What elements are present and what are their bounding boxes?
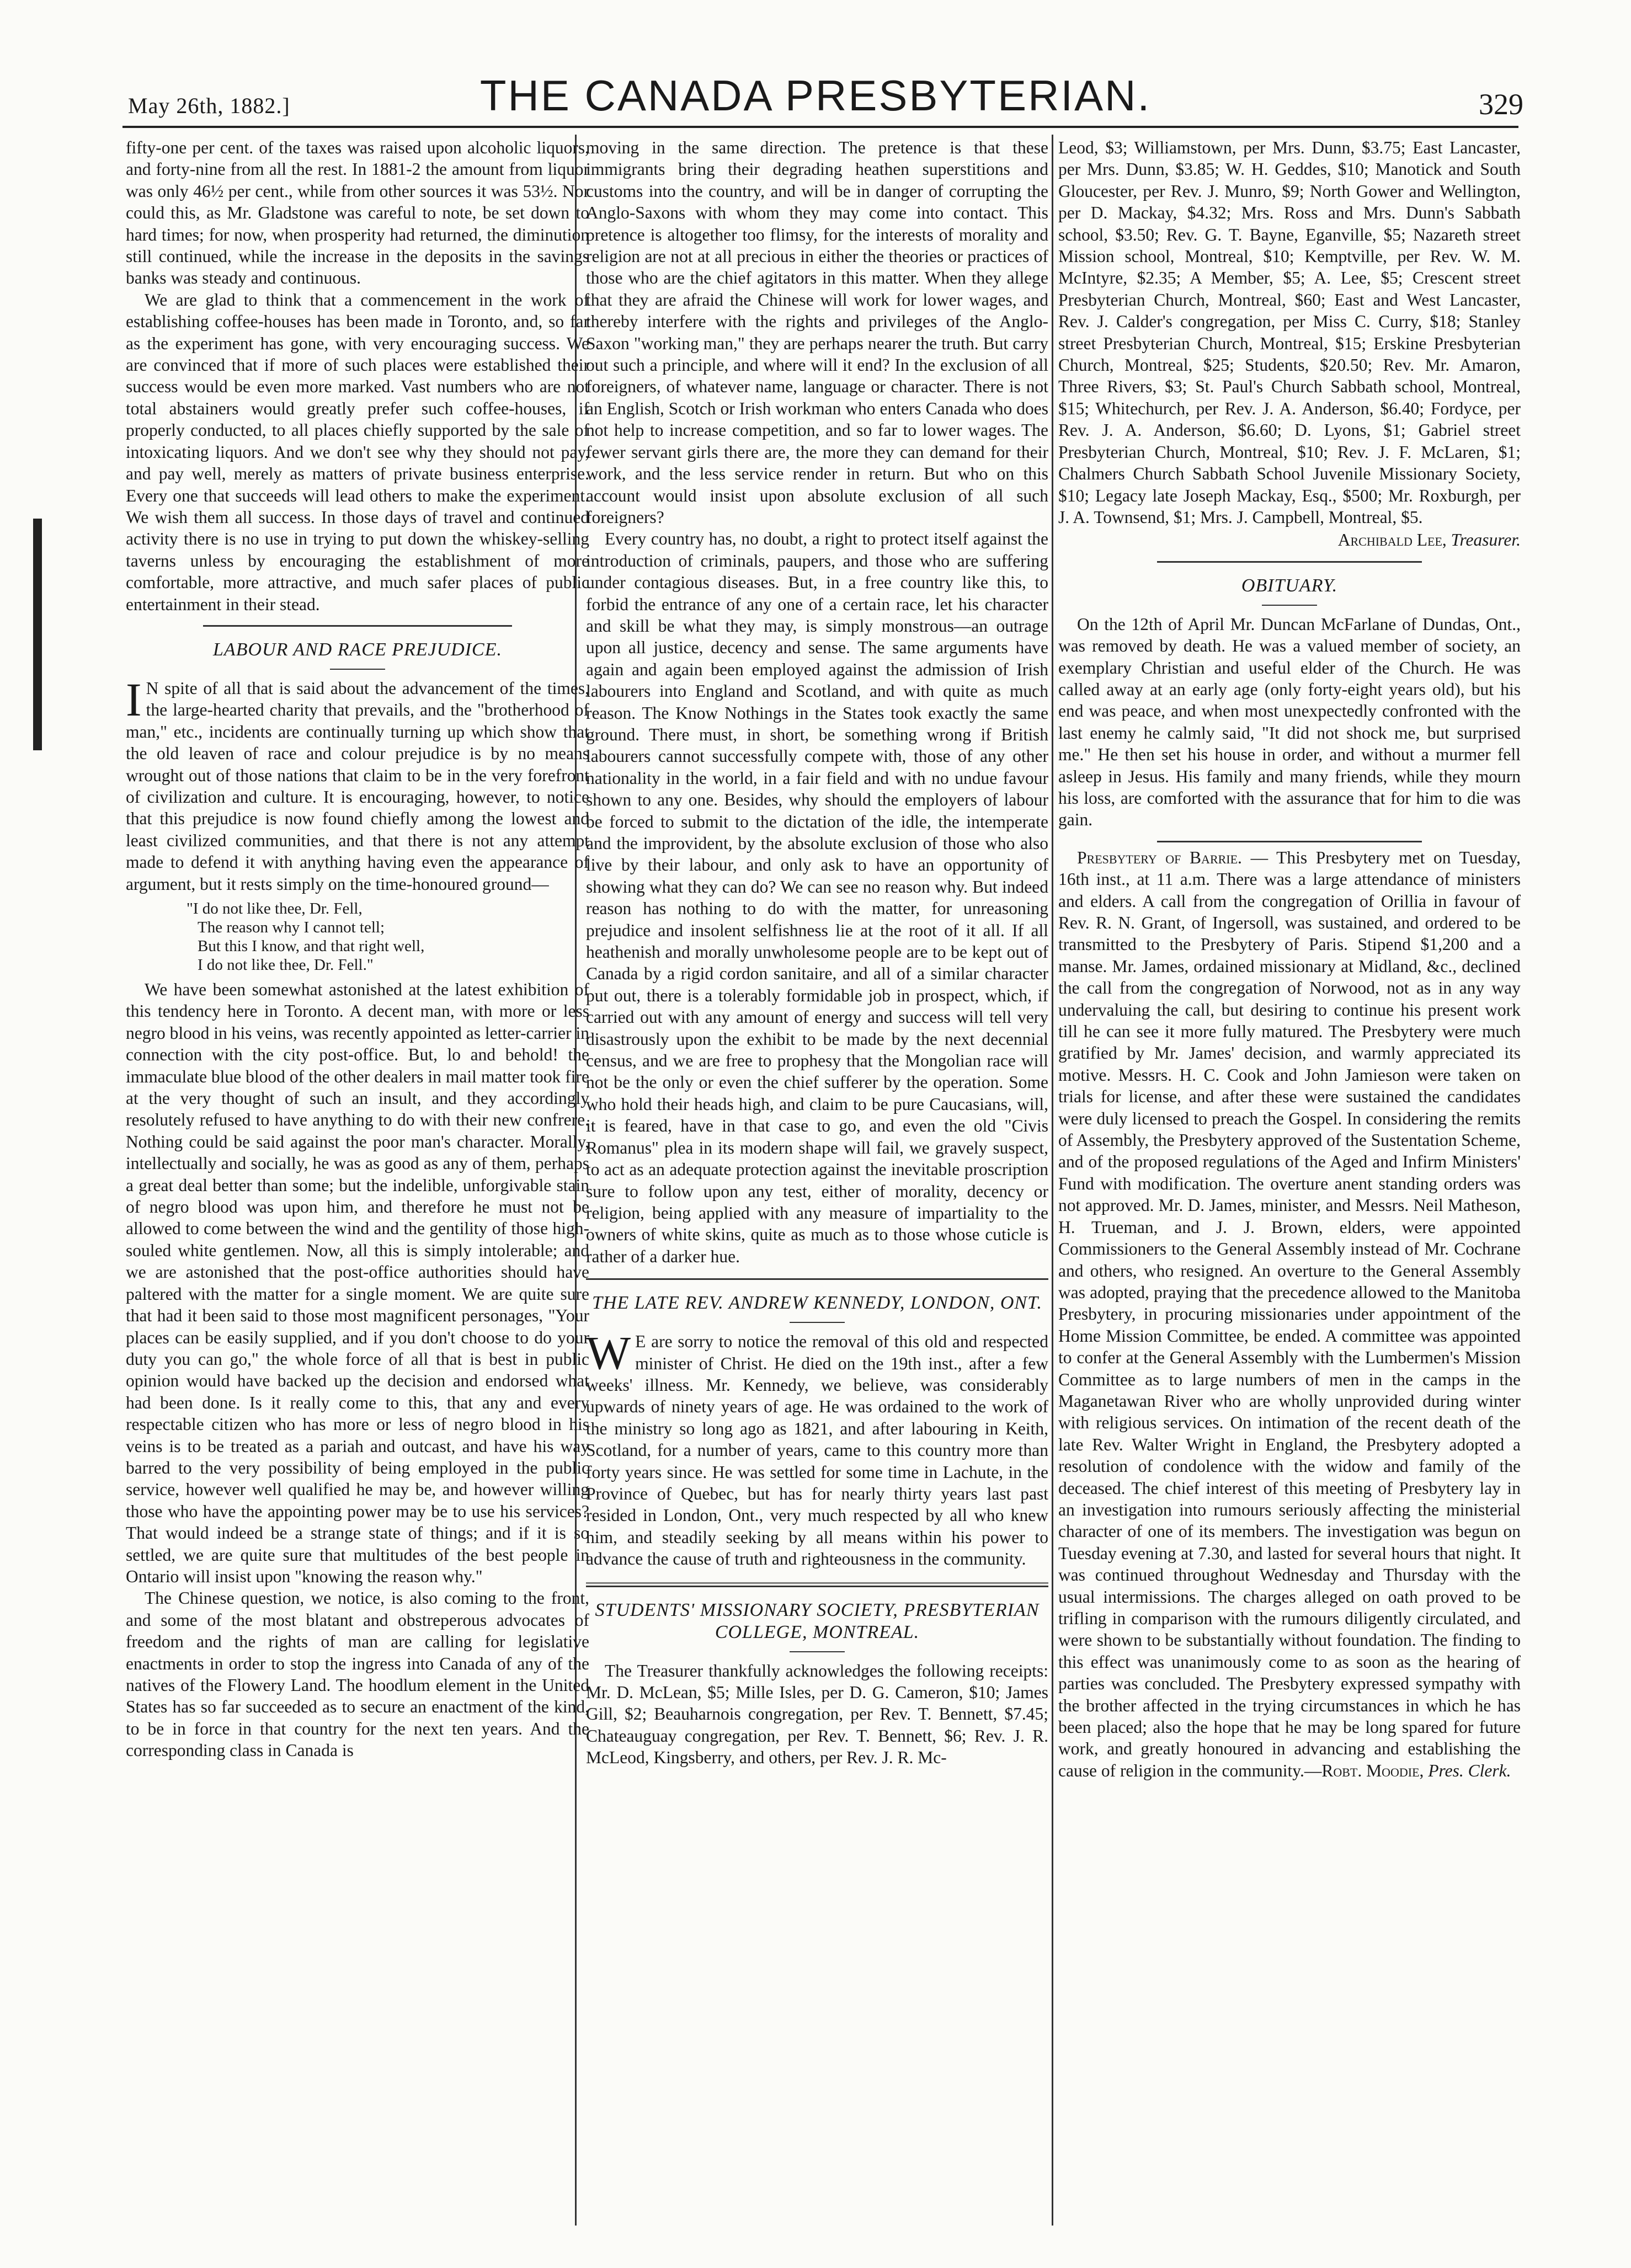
article-paragraph: Leod, $3; Williamstown, per Mrs. Dunn, $3.75; East Lancaster, per Mrs. Dunn, $3.85; W. H. Geddes, $10; Manotick and South Gloucester, per Rev. J. Munro, $9; North Gower and Wellington, per D. Mackay, $4.32; Mrs. Ross and Mrs. Dunn's Sabbath school, $3.50; Rev. G. T. Bayne, Eganville, $5; Nazareth street Mission school, Montreal, $10; Kemptville, per Rev. W. M. McIntyre, $2.35; A Member, $5; A. Lee, $5; Crescent street Presbyterian Church, Montreal, $60; East and West Lancaster, Rev. J. Calder's congregation, per Miss C. Curry, $18; Stanley street Presbyterian Church, Montreal, $15; Erskine Presbyterian Church, Montreal, $25; Students, $20.50; Rev. Mr. Amaron, Three Rivers, $3; St. Paul's Church Sabbath school, Montreal, $15; Whitechurch, per Rev. J. A. Anderson, $6.40; Fordyce, per Rev. J. A. Anderson, $6.60; D. Lyons, $1; Gabriel street Presbyterian Church, Montreal, $10; Rev. J. F. McLaren, $1; Chalmers Church Sabbath School Juvenile Missionary Society, $10; Legacy late Joseph Mackay, Esq., $500; Mr. Roxburgh, per J. A. Townsend, $1; Mrs. J. Campbell, Montreal, $5. [1058,138,1521,527]
verse-line: "I do not like thee, Dr. Fell, [186,900,363,917]
section-rule [1157,561,1422,563]
article-text: E are sorry to notice the removal of this old and respected minister of Christ. He died on the 19th inst., after a few weeks' illness. Mr. Kennedy, we believe, was considerably upwards of ninety years of age. He was ordained to the work of the ministry so long ago as 1821, and after labouring in Keith, Scotland, for a number of years, came to this country more than forty years since. He was settled for some time in Lachute, in the Province of Quebec, but has for nearly thirty years last past resided in London, Ont., very much respected by all who knew him, and steadily seeking by all means within his power to advance the cause of truth and righteousness in the community. [586,1332,1048,1569]
signature-name: Archibald Lee, [1337,530,1447,550]
article-paragraph: We are glad to think that a commencement in the work of establishing coffee-houses has been made in Toronto, and, so far as the experiment has gone, with very encouraging success. We are convinced that if more of such places were established their success would be even more marked. Vast numbers who are not total abstainers would greatly prefer such coffee-houses, if properly conducted, to all places chiefly supported by the sale of intoxicating liquors. And we don't see why they should not pay, and pay well, merely as matters of private business enterprise. Every one that succeeds will lead others to make the experiment. We wish them all success. In those days of travel and continued activity there is no use in trying to put down the whiskey-selling taverns unless by encouraging the establishment of more comfortable, more attractive, and much safer places of public entertainment in their stead. [126,290,589,614]
column-divider-2 [1052,135,1053,2226]
column-3 [1058,137,1521,1781]
article-paragraph: fifty-one per cent. of the taxes was raised upon alcoholic liquors, and forty-nine from all the rest. In 1881-2 the amount from liquor was only 46½ per cent., while from other sources it was 53½. Nor could this, as Mr. Gladstone was careful to note, be set down to hard times; for now, when prosperity had returned, the diminution still continued, while the increase in the deposits in the savings banks was steady and continuous. [126,138,589,288]
heading-students-missionary-society: STUDENTS' MISSIONARY SOCIETY, PRESBYTERIAN COLLEGE, MONTREAL. [595,1599,1040,1642]
heading-rule [790,1322,845,1323]
masthead [0,0,1631,143]
heading-obituary: OBITUARY. [1241,575,1338,596]
article-paragraph: moving in the same direction. The pretence is that these immigrants bring their degrading heathen superstitions and customs into the country, and will be in danger of corrupting the Anglo-Saxons with whom they may come into contact. This pretence is altogether too flimsy, for the interests of morality and religion are not at all precious in either the theories or practices of those who are the chief agitators in this matter. When they allege that they are afraid the Chinese will work for lower wages, and thereby interfere with the rights and privileges of the Anglo-Saxon "working man," they are perhaps nearer the truth. But carry out such a principle, and where will it end? In the exclusion of all foreigners, of whatever name, language or character. There is not an English, Scotch or Irish workman who enters Canada who does not help to increase competition, and so far to lower wages. The fewer servant girls there are, the more they can demand for their work, and the less service render in return. But who on this account would insist upon absolute exclusion of all such foreigners? [586,138,1048,527]
signature-name: Robt. Moodie, [1321,1760,1424,1780]
article-paragraph [1058,847,1521,1781]
section-rule [586,1278,1048,1280]
article-paragraph [586,1326,1048,1570]
heading-rule [330,669,385,670]
article-paragraph: On the 12th of April Mr. Duncan McFarlane of Dundas, Ont., was removed by death. He was a valued member of society, an exemplary Christian and useful elder of the Church. He was called away at an early age (only forty-eight years old), but his end was peace, and when most unexpectedly confronted with the last enemy he calmly said, "It did not shock me, but surprised me." He then set his house in order, and without a murmer fell asleep in Jesus. His family and many friends, while they mourn his loss, are comforted with the assurance that for him to die was gain. [1058,614,1521,830]
newspaper-title: THE CANADA PRESBYTERIAN. [479,71,1152,120]
article-paragraph: The Chinese question, we notice, is also coming to the front, and some of the most blatant and obstreperous advocates of freedom and the rights of man are calling for legislative enactments in order to stop the ingress into Canada of any of the natives of the Flowery Land. The hoodlum element in the United States has so far succeeded as to secure an enactment of the kind, to be in force in that country for the next ten years. And the corresponding class in Canada is [126,1588,589,1760]
article-paragraph: We have been somewhat astonished at the latest exhibition of this tendency here in Toronto. A decent man, with more or less negro blood in his veins, was recently appointed as letter-carrier in connection with the city post-office. But, lo and behold! the immaculate blue blood of the other dealers in mail matter took fire at the very thought of such an insult, and they accordingly resolutely refused to have anything to do with their new confrere. Nothing could be said against the poor man's character. Morally, intellectually and socially, he was as good as any of them, perhaps a great deal better than some; but the indelible, unforgivable stain of negro blood was upon him, and therefore he must not be allowed to come between the wind and the gentility of those high-souled white gentlemen. Now, all this is simply intolerable; and we are astonished that the post-office authorities should have paltered with the matter for a single moment. We are quite sure that had it been said to those most magnificent personages, "Your places can be easily supplied, and if you don't choose to do your duty you can go," the whole force of all that is best in public opinion would have backed up the decision and endorsed what had been done. Is it really come to this, that any and every respectable citizen who has more or less of negro blood in his veins is to be treated as a pariah and outcast, and have his way barred to the very possibility of being employed in the public service, however well qualified he may be, and however willing those who have the appointing power may be to use his services? That would indeed be a strange state of things; and if it is so settled, we are quite sure that multitudes of the best people in Ontario will insist upon "knowing the reason why." [126,980,589,1586]
heading-rule [790,1651,845,1652]
verse-line: But this I know, and that right well, [198,937,425,955]
binding-shadow [33,519,42,750]
article-paragraph [126,673,589,895]
article-paragraph: Every country has, no doubt, a right to protect itself against the introduction of criminals, paupers, and those who are suffering under contagious diseases. But, in a free country like this, to forbid the entrance of any one of a certain race, let his character and skill be what they may, is simply monstrous—an outrage upon all justice, decency and sense. The same arguments have again and again been employed against the admission of Irish labourers into England and Scotland, and with quite as much reason. The Know Nothings in the States took exactly the same ground. There must, in short, be something wrong if British labourers cannot successfully compete with, those of any other nationality in the world, in a fair field and with no undue favour shown to any one. Besides, why should the employers of labour be forced to submit to the dictation of the idle, the intemperate and the improvident, by the absolute exclusion of those who also live by their labour, and only ask to have an opportunity of showing what they can do? We can see no reason why. But indeed reason has nothing to do with the matter, for unreasoning prejudice and insolent selfishness lie at the root of it all. If all heathenish and morally unwholesome people are to be kept out of Canada by a rigid cordon sanitaire, and all of a similar character put out, there is a tolerably formidable job in prospect, which, if carried out with any amount of energy and success will tell very disastrously upon the exhibit to be made by the next decennial census, and we are free to prophesy that the Mongolian race will not be the only or even the chief sufferer by the operation. Some who hold their heads high, and claim to be pure Caucasians, will, it is feared, have in that case to go, and even the old "Civis Romanus" plea in its modern shape will fail, we gravely suspect, to act as an adequate protection against the inevitable proscription sure to follow upon any test, either of morality, decency or religion, being applied with any measure of impartiality to the owners of white skins, quite as much as to those whose cuticle is rather of a darker hue. [586,529,1048,1266]
article-paragraph: The Treasurer thankfully acknowledges the following receipts: Mr. D. McLean, $5; Mille Isles, per D. G. Cameron, $10; James Gill, $2; Beauharnois congregation, per Rev. T. Bennett, $7.45; Chateauguay congregation, per Rev. T. Bennett, $6; Rev. J. R. McLeod, Kingsberry, and others, per Rev. J. R. Mc- [586,1661,1048,1768]
drop-cap: W [586,1326,631,1380]
drop-cap: I [126,673,142,726]
report-lead: Presbytery of Barrie. [1077,847,1242,867]
article-text: N spite of all that is said about the advancement of the times, the large-hearted charity that prevails, and the "brotherhood of man," etc., incidents are continually turning up which show that the old leaven of race and colour prejudice is by no means wrought out of those nations that claim to be in the very forefront of civilization and culture. It is encouraging, however, to notice that this prejudice is now found chiefly among the lowest and least civilized communities, and that there is not any attempt made to defend it with anything having even the appearance of argument, but it rests simply on the time-honoured ground— [126,678,589,894]
signature-role: Treasurer. [1451,530,1521,550]
masthead-rule [122,126,1518,128]
signature-treasurer [1058,529,1521,551]
heading-rule [1262,605,1317,606]
verse-line: I do not like thee, Dr. Fell." [198,956,374,974]
column-1 [126,137,589,1762]
quoted-verse [186,899,589,974]
section-rule [1157,841,1422,842]
section-rule [203,625,512,627]
issue-date: May 26th, 1882.] [128,93,290,118]
page-number: 329 [1479,88,1523,121]
heading-andrew-kennedy: THE LATE REV. ANDREW KENNEDY, LONDON, ONT. [592,1293,1042,1314]
signature-role: Pres. Clerk. [1428,1760,1511,1780]
article-text: — This Presbytery met on Tuesday, 16th inst., at 11 a.m. There was a large attendance of ministers and elders. A call from the congregation of Orillia in favour of Rev. R. N. Grant, of Ingersoll, was sustained, and ordered to be transmitted to the Presbytery of Paris. Stipend $1,200 and a manse. Mr. James, ordained missionary at Midland, &c., declined the call from the congregation of Norwood, not as in any way undervaluing the call, but desiring to continue his present work till he can see it more fully matured. The Presbytery were much gratified by Mr. James' decision, and warmly appreciated its motive. Messrs. H. C. Cook and John Jamieson were taken on trials for license, and after these were sustained the candidates were duly licensed to preach the Gospel. In considering the remits of Assembly, the Presbytery approved of the Sustentation Scheme, and of the proposed regulations of the Aged and Infirm Ministers' Fund with modification. The overture anent standing orders was not approved. Mr. D. James, minister, and Messrs. Neil Matheson, H. Trueman, and J. J. Brown, elders, were appointed Commissioners to the General Assembly instead of Mr. Cochrane and others, who resigned. An overture to the General Assembly was adopted, praying that the precedence allowed to the Manitoba Presbytery, in procuring missionaries under appointment of the Home Mission Committee, be ended. A committee was appointed to confer at the General Assembly with the Lumbermen's Mission Committee as to large numbers of men in the camps in the Maganetawan River who are wholly unprovided during winter with religious services. On intimation of the recent death of the late Rev. Walter Wright in England, the Presbytery adopted a resolution of condolence with the widow and family of the deceased. The chief interest of this meeting of Presbytery lay in an investigation into rumours seriously affecting the ministerial character of one of its members. The investigation was begun on Tuesday evening at 7.30, and lasted for several hours that night. It was continued throughout Wednesday and Thursday with the usual intermissions. The charges alleged on oath proved to be trifling in comparison with the rumours diligently circulated, and were shown to be substantially without foundation. The finding to this effect was unanimously come to as soon as the hearing of parties was concluded. The Presbytery expressed sympathy with the brother affected in the trying circumstances in which he has been placed; also the hope that he may be long spared for future work, and greatly honoured in advancing and establishing the cause of religion in the community.— [1058,847,1521,1780]
column-2 [586,137,1048,1769]
verse-line: The reason why I cannot tell; [198,919,385,936]
heading-labour-race-prejudice: LABOUR AND RACE PREJUDICE. [213,639,502,660]
section-rule [586,1582,1048,1587]
